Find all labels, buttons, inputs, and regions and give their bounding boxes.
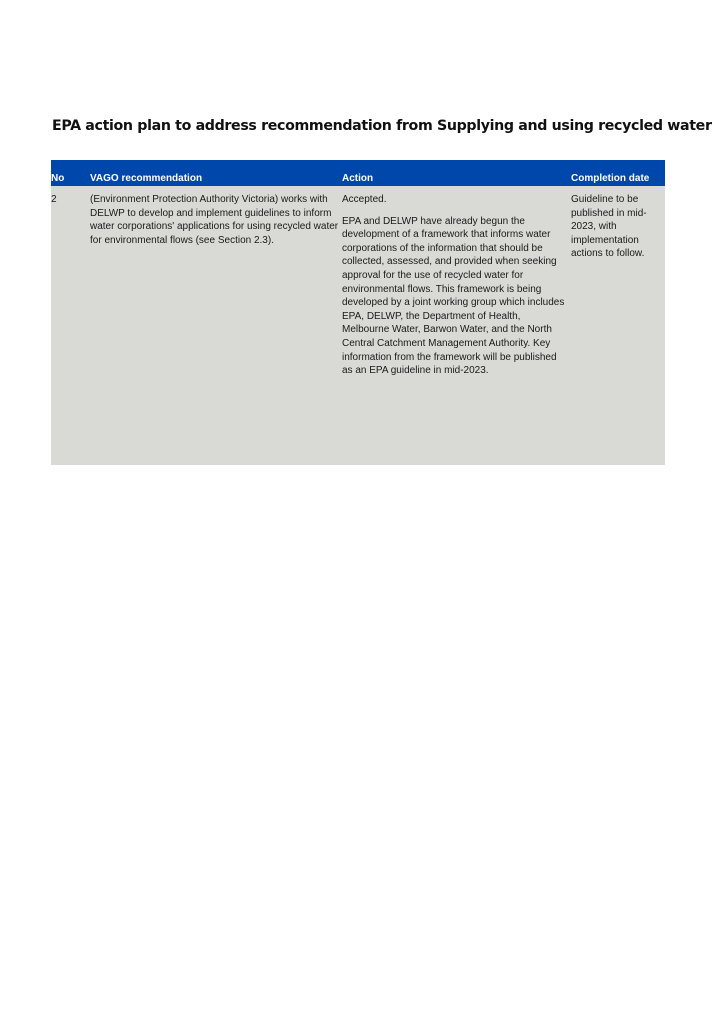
action-plan-table bbox=[51, 160, 665, 465]
page-title: EPA action plan to address recommendation from Supplying and using recycled water bbox=[52, 118, 712, 134]
header-vago-recommendation: VAGO recommendation bbox=[90, 173, 203, 184]
cell-recommendation: (Environment Protection Authority Victoria) works with DELWP to develop and implement guidelines to inform water corporations' applications for using recycled water for environmental flows (see Section 2.3). bbox=[90, 194, 339, 246]
header-action: Action bbox=[342, 173, 374, 184]
cell-action bbox=[342, 193, 568, 378]
header-no: No bbox=[51, 173, 65, 184]
action-status: Accepted. bbox=[342, 194, 387, 205]
action-detail: EPA and DELWP have already begun the development of a framework that informs water corporations of the information that should be collected, assessed, and provided when seeking approval for the use of recycled water for environmental flows. This framework is being developed by a joint working group which includes EPA, DELWP, the Department of Health, Melbourne Water, Barwon Water, and the North Central Catchment Management Authority. Key information from the framework will be published as an EPA guideline in mid-2023. bbox=[342, 215, 565, 377]
table-header bbox=[51, 160, 665, 186]
header-completion-date: Completion date bbox=[571, 173, 650, 184]
cell-completion-date: Guideline to be published in mid-2023, with implementation actions to follow. bbox=[571, 194, 647, 260]
cell-no: 2 bbox=[51, 194, 57, 205]
table-row bbox=[51, 186, 665, 465]
